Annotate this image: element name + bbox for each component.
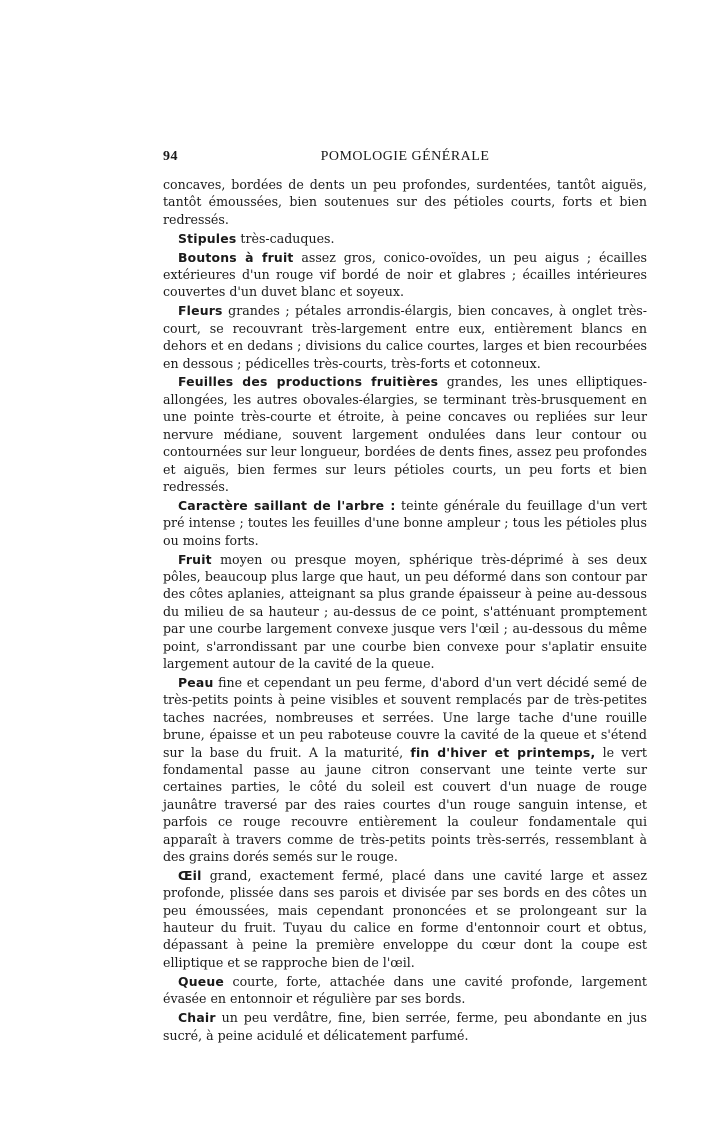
page-header (163, 148, 647, 170)
book-page (163, 148, 647, 1045)
paragraph-queue (163, 973, 647, 1008)
paragraph-peau (163, 674, 647, 865)
paragraph-heading: Peau (178, 674, 214, 690)
paragraph-text: concaves, bordées de dents un peu profondes, surdentées, tantôt aiguës, tantôt émoussées, bien soutenues sur des pétioles courts, forts et bien redressés. (163, 177, 647, 227)
paragraph-text: très-caduques. (236, 230, 335, 246)
paragraph-oeil (163, 867, 647, 971)
paragraph-chair (163, 1009, 647, 1044)
paragraph-caractere (163, 497, 647, 549)
paragraph-text: courte, forte, attachée dans une cavité profonde, largement évasée en entonnoir et régulière par ses bords. (163, 973, 647, 1007)
paragraph-text: grandes ; pétales arrondis-élargis, bien concaves, à onglet très-court, se recouvrant très-largement entre eux, entièrement blancs en dehors et en dedans ; divisions du calice courtes, larges et bien recourbées en dessous ; pédicelles très-courts, très-forts et cotonneux. (163, 303, 647, 371)
page-number: 94 (163, 149, 178, 164)
paragraph-continuation (163, 176, 647, 228)
paragraph-text: un peu verdâtre, fine, bien serrée, ferme, peu abondante en jus sucré, à peine acidulé et délicatement parfumé. (163, 1010, 647, 1043)
paragraph-text: fine et cependant un peu ferme, d'abord d'un vert décidé semé de très-petits points à peine visibles et souvent remplacés par de très-petites taches nacrées, nombreuses et serrées. Une large tache d'une rouille brune, épaisse et un peu raboteuse couvre la cavité de la queue et s'étend sur la base du fruit. A la maturité, (163, 674, 647, 760)
paragraph-text: grandes, les unes elliptiques-allongées, les autres obovales-élargies, se terminant très-brusquement en une pointe très-courte et étroite, à peine concaves ou repliées sur leur nervure médiane, souvent largement ondulées dans leur contour ou contournées sur leur longueur, bordées de dents fines, assez peu profondes et aiguës, bien fermes sur leurs pétioles courts, un peu forts et bien redressés. (163, 374, 647, 494)
inline-emphasis: fin d'hiver et printemps, (410, 744, 596, 760)
paragraph-heading: Feuilles des productions fruitières (178, 374, 439, 390)
paragraph-boutons (163, 249, 647, 301)
paragraph-text: grand, exactement fermé, placé dans une cavité large et assez profonde, plissée dans ses parois et divisée par ses bords en des côtes un peu émoussées, mais cependant prononcées et se prolongeant sur la hauteur du fruit. Tuyau du calice en forme d'entonnoir court et obtus, dépassant à peine la première enveloppe du cœur dont la coupe est elliptique et se rapproche bien de l'œil. (163, 867, 647, 970)
paragraph-heading: Queue (178, 973, 224, 989)
paragraph-stipules (163, 230, 647, 247)
paragraph-heading: Boutons à fruit (178, 249, 294, 265)
paragraph-feuilles (163, 373, 647, 495)
paragraph-text: moyen ou presque moyen, sphérique très-déprimé à ses deux pôles, beaucoup plus large que haut, un peu déformé dans son contour par des côtes aplanies, atteignant sa plus grande épaisseur à peine au-dessous du milieu de sa hauteur ; au-dessus de ce point, s'atténuant promptement par une courbe largement convexe jusque vers l'œil ; au-dessous du même point, s'arrondissant par une courbe bien convexe pour s'aplatir ensuite largement autour de la cavité de la queue. (163, 551, 647, 671)
paragraph-text-after: le vert fondamental passe au jaune citron conservant une teinte verte sur certaines parties, le côté du soleil est couvert d'un nuage de rouge jaunâtre traversé par des raies courtes d'un rouge sanguin intense, et parfois ce rouge recouvre entièrement la couleur fondamentale qui apparaît à travers comme de très-petits points très-serrés, ressemblant à des grains dorés semés sur le rouge. (163, 744, 647, 864)
paragraph-heading: Fleurs (178, 303, 223, 319)
paragraph-heading: Œil (178, 867, 202, 883)
paragraph-heading: Chair (178, 1010, 216, 1026)
paragraph-heading: Fruit (178, 551, 212, 567)
paragraph-text: teinte générale du feuillage d'un vert pré intense ; toutes les feuilles d'une bonne ampleur ; tous les pétioles plus ou moins forts. (163, 497, 647, 548)
paragraph-heading: Stipules (178, 230, 237, 246)
paragraph-text: assez gros, conico-ovoïdes, un peu aigus ; écailles extérieures d'un rouge vif bordé de noir et glabres ; écailles intérieures couvertes d'un duvet blanc et soyeux. (163, 249, 647, 300)
running-title: POMOLOGIE GÉNÉRALE (320, 149, 490, 164)
paragraph-fruit (163, 551, 647, 673)
paragraph-heading: Caractère saillant de l'arbre : (178, 497, 396, 513)
paragraph-fleurs (163, 302, 647, 372)
